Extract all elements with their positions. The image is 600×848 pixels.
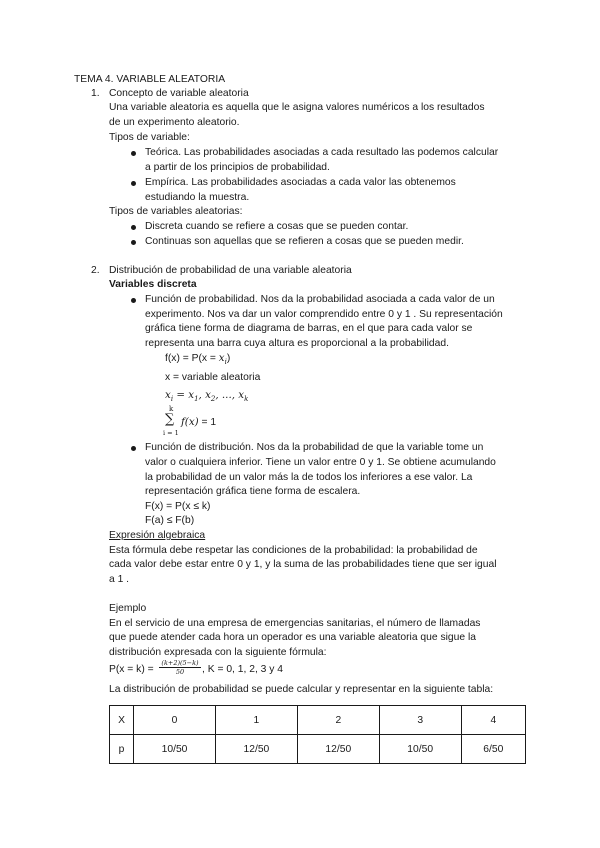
expresion-line-3: a 1 . (109, 574, 130, 585)
bullet-icon (131, 446, 136, 451)
variable-types-heading: Tipos de variable: (109, 132, 190, 143)
fd-line-4: representación gráfica tiene forma de escalera. (145, 486, 361, 497)
expresion-algebraica-heading: Expresión algebraica (109, 530, 206, 541)
continuas-item: Continuas son aquellas que se refieren a cosas que se pueden medir. (145, 236, 464, 247)
section-2-heading: Distribución de probabilidad de una variable aleatoria (109, 265, 352, 276)
example-line-1: En el servicio de una empresa de emergencias sanitarias, el número de llamadas (109, 618, 481, 629)
example-heading: Ejemplo (109, 603, 147, 614)
section-2-number: 2. (91, 265, 100, 276)
variables-discreta-heading: Variables discreta (109, 279, 197, 290)
table-cell: p (110, 735, 134, 764)
document-title: TEMA 4. VARIABLE ALEATORIA (74, 74, 226, 85)
bullet-icon (131, 225, 136, 230)
bullet-icon (131, 181, 136, 186)
fd-line-2: valor o cualquiera inferior. Tiene un valor entre 0 y 1. Se obtiene acumulando (145, 457, 496, 468)
discreta-item: Discreta cuando se refiere a cosas que se pueden contar. (145, 221, 409, 232)
table-cell: X (110, 706, 134, 735)
distribution-table (109, 705, 526, 764)
bullet-icon (131, 240, 136, 245)
table-cell: 10/50 (379, 735, 461, 764)
fp-line-1: Función de probabilidad. Nos da la probabilidad asociada a cada valor de un (145, 294, 495, 305)
teorica-line-2: a partir de los principios de probabilidad. (145, 162, 330, 173)
fp-line-2: experimento. Nos va dar un valor comprendido entre 0 y 1 . Su representación (145, 309, 503, 320)
formula-variable-aleatoria: x = variable aleatoria (165, 372, 261, 383)
formula-values-list: $x_i = x_1$, $x_2$, ..., $x_k$ (165, 389, 249, 404)
example-line-2: que puede atender cada hora un operador es una variable aleatoria que sigue la (109, 632, 476, 643)
random-types-heading: Tipos de variables aleatorias: (109, 206, 243, 217)
expresion-line-1: Esta fórmula debe respetar las condiciones de la probabilidad: la probabilidad de (109, 545, 478, 556)
sum-lower-limit: i = 1 (163, 429, 179, 437)
bullet-icon (131, 298, 136, 303)
table-cell: 0 (134, 706, 216, 735)
formula-fx: $f(x) = P(x = x_i)$ (165, 352, 231, 367)
table-intro: La distribución de probabilidad se puede calcular y representar en la siguiente tabla: (109, 684, 494, 695)
table-cell: 12/50 (215, 735, 297, 764)
fd-formula-2: F(a) ≤ F(b) (145, 515, 195, 526)
formula-right: , K = 0, 1, 2, 3 y 4 (202, 664, 283, 675)
table-cell: 6/50 (461, 735, 525, 764)
definition-line-2: de un experimento aleatorio. (109, 117, 240, 128)
table-cell: 3 (379, 706, 461, 735)
sigma-icon: ∑ (165, 412, 175, 427)
empirica-line-1: Empírica. Las probabilidades asociadas a cada valor las obtenemos (145, 177, 456, 188)
example-line-3: distribución expresada con la siguiente fórmula: (109, 647, 327, 658)
empirica-line-2: estudiando la muestra. (145, 192, 250, 203)
section-1-heading: Concepto de variable aleatoria (109, 88, 249, 99)
fp-line-4: representa una barra cuya altura es proporcional a la probabilidad. (145, 338, 449, 349)
bullet-icon (131, 151, 136, 156)
formula-fraction (159, 659, 201, 676)
table-cell: 2 (297, 706, 379, 735)
definition-line-1: Una variable aleatoria es aquella que le asigna valores numéricos a los resultados (109, 102, 485, 113)
table-cell: 12/50 (297, 735, 379, 764)
fraction-denominator: 50 (159, 667, 201, 676)
sum-expression: f(x) = 1 (181, 416, 217, 428)
table-row (110, 706, 526, 735)
table-cell: 4 (461, 706, 525, 735)
section-1-number: 1. (91, 88, 100, 99)
teorica-line-1: Teórica. Las probabilidades asociadas a cada resultado las podemos calcular (145, 147, 499, 158)
fd-formula-1: F(x) = P(x ≤ k) (145, 501, 211, 512)
expresion-line-2: cada valor debe estar entre 0 y 1, y la suma de las probabilidades tiene que ser igual (109, 559, 497, 570)
fd-line-3: la probabilidad de un valor más la de todos los inferiores a ese valor. La (145, 472, 473, 483)
formula-left: P(x = k) = (109, 664, 154, 675)
fp-line-3: gráfica tiene forma de diagrama de barras, en el que para cada valor se (145, 323, 473, 334)
fraction-numerator: (k+2)(5−k) (161, 659, 199, 667)
table-cell: 1 (215, 706, 297, 735)
table-row (110, 735, 526, 764)
table-cell: 10/50 (134, 735, 216, 764)
sum-upper-limit: k (169, 405, 174, 413)
fd-line-1: Función de distribución. Nos da la probabilidad de que la variable tome un (145, 442, 484, 453)
